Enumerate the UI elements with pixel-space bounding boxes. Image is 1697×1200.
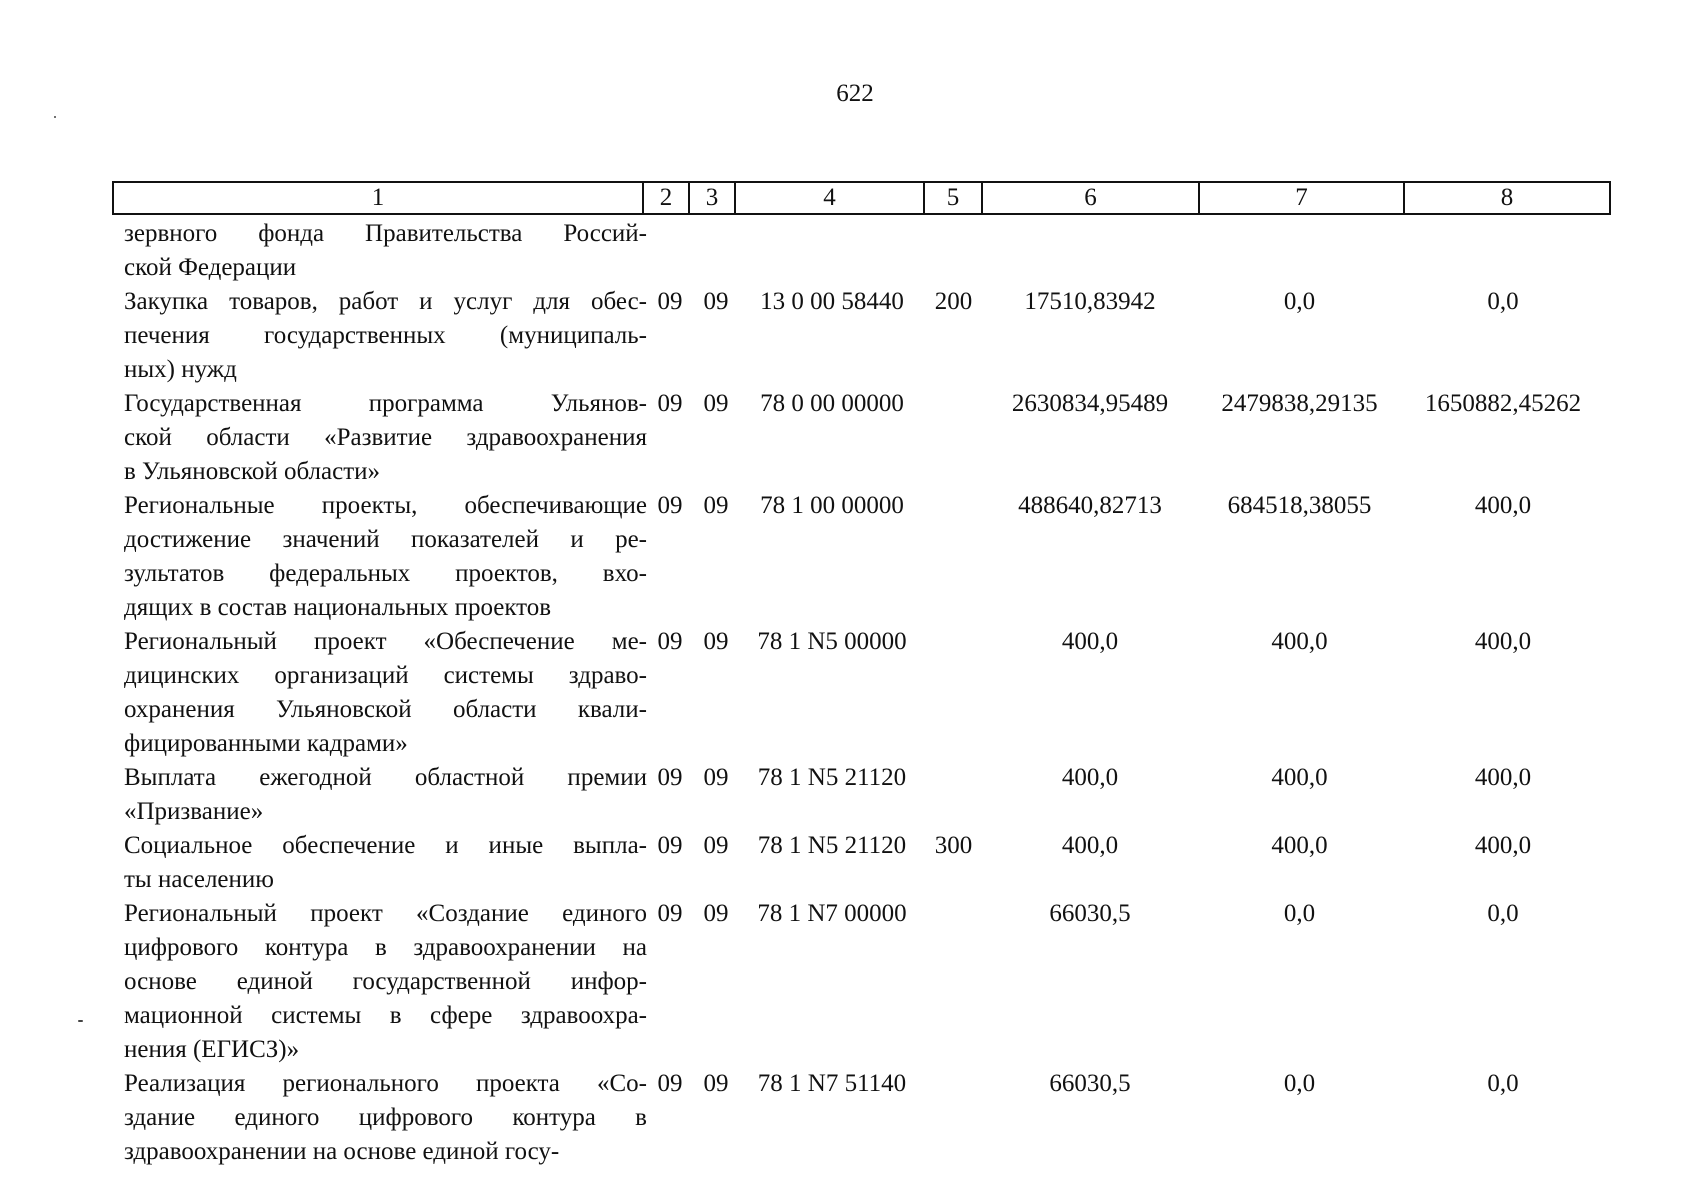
column-header-6: 6 [982,182,1199,214]
row-subsection: 09 [703,628,729,655]
description-line: Региональный проект «Создание единого [124,900,647,927]
row-amount-year-3: 0,0 [1487,288,1519,315]
description-line: Государственная программа Ульянов- [124,390,647,417]
description-line: Региональный проект «Обеспечение ме- [124,628,647,655]
row-expense-type [925,217,982,285]
row-section [647,217,693,285]
row-amount-year-1: 17510,83942 [1024,288,1156,315]
row-amount-year-1: 2630834,95489 [1011,390,1169,417]
row-target-code: 78 1 N7 51140 [757,1070,907,1097]
row-amount-year-1: 400,0 [1061,832,1119,859]
row-description [112,285,647,387]
column-header-8: 8 [1404,182,1610,214]
table-row [112,625,1612,761]
table-row [112,897,1612,1067]
row-amount-year-2: 400,0 [1271,832,1328,859]
column-header-1: 1 [113,182,643,214]
row-subsection: 09 [703,492,729,519]
description-line: цифрового контура в здравоохранении на [124,934,647,961]
row-target-code: 78 1 N5 21120 [757,832,907,859]
row-subsection: 09 [703,900,729,927]
row-amount-year-2: 0,0 [1283,1070,1316,1097]
description-line: печения государственных (муниципаль- [124,322,647,349]
row-section: 09 [657,764,683,791]
description-line: Выплата ежегодной областной премии [124,764,647,791]
budget-table-body [112,217,1612,1169]
description-line: ской Федерации [124,254,297,281]
row-expense-type [925,761,982,829]
table-row [112,1067,1612,1169]
row-amount-year-3: 0,0 [1487,1070,1519,1097]
row-target-code: 78 0 00 00000 [760,390,904,417]
row-expense-type [925,489,982,625]
row-section: 09 [657,288,683,315]
description-line: основе единой государственной инфор- [124,968,647,995]
row-expense-type: 200 [934,288,973,315]
description-line: в Ульяновской области» [124,458,381,485]
description-line: Реализация регионального проекта «Со- [124,1070,647,1097]
description-line: дящих в состав национальных проектов [124,594,552,621]
description-line: Закупка товаров, работ и услуг для обес- [124,288,647,315]
description-line: нения (ЕГИСЗ)» [124,1036,300,1063]
row-subsection: 09 [703,1070,729,1097]
description-line: Региональные проекты, обеспечивающие [124,492,647,519]
row-amount-year-3: 1650882,45262 [1424,390,1582,417]
description-line: Социальное обеспечение и иные выпла- [124,832,647,859]
column-header-3: 3 [689,182,735,214]
column-header-row [113,182,1610,214]
row-amount-year-1 [982,217,1198,285]
row-description [112,217,647,285]
row-amount-year-1: 66030,5 [1049,1070,1131,1097]
column-header-5: 5 [924,182,982,214]
row-expense-type [925,387,982,489]
row-section: 09 [657,832,683,859]
scan-speck [78,1020,83,1022]
scan-speck [54,116,56,118]
row-amount-year-3: 400,0 [1474,832,1532,859]
row-target-code: 78 1 00 00000 [760,492,904,519]
row-target-code: 78 1 N5 21120 [757,764,907,791]
table-row [112,761,1612,829]
row-section: 09 [657,390,683,417]
row-description [112,761,647,829]
row-amount-year-3: 400,0 [1474,492,1532,519]
row-amount-year-2 [1198,217,1401,285]
column-header-4: 4 [735,182,924,214]
description-line: фицированными кадрами» [124,730,408,757]
row-expense-type [925,897,982,1067]
description-line: достижение значений показателей и ре- [124,526,647,553]
row-expense-type [925,625,982,761]
row-description [112,387,647,489]
description-line: ты населению [124,866,274,893]
row-description [112,829,647,897]
description-line: здание единого цифрового контура в [124,1104,647,1131]
row-target-code: 13 0 00 58440 [760,288,904,315]
table-row [112,285,1612,387]
row-description [112,897,647,1067]
row-subsection: 09 [703,390,729,417]
description-line: мационной системы в сфере здравоохра- [124,1002,647,1029]
column-header-2: 2 [643,182,689,214]
row-section: 09 [657,1070,683,1097]
description-line: ской области «Развитие здравоохранения [124,424,647,451]
row-subsection: 09 [703,288,729,315]
description-line: ных) нужд [124,356,237,383]
description-line: охранения Ульяновской области квали- [124,696,647,723]
row-description [112,625,647,761]
row-amount-year-1: 400,0 [1061,628,1119,655]
row-amount-year-3: 400,0 [1474,628,1532,655]
row-amount-year-3: 400,0 [1474,764,1532,791]
row-amount-year-2: 400,0 [1271,628,1328,655]
description-line: зервного фонда Правительства Россий- [124,220,647,247]
description-line: зультатов федеральных проектов, вхо- [124,560,647,587]
row-subsection: 09 [703,764,729,791]
table-row [112,489,1612,625]
row-section: 09 [657,492,683,519]
row-amount-year-3: 0,0 [1487,900,1519,927]
column-header-7: 7 [1199,182,1404,214]
page-number: 622 [836,80,874,107]
row-amount-year-1: 400,0 [1061,764,1119,791]
description-line: «Призвание» [124,798,264,825]
row-description [112,1067,647,1169]
row-target-code: 78 1 N5 00000 [757,628,907,655]
row-target-code: 78 1 N7 00000 [757,900,907,927]
row-amount-year-2: 0,0 [1283,288,1316,315]
row-amount-year-2: 0,0 [1283,900,1316,927]
row-amount-year-2: 684518,38055 [1227,492,1372,519]
column-header-table [112,181,1611,215]
table-row [112,387,1612,489]
row-amount-year-1: 66030,5 [1049,900,1131,927]
row-amount-year-2: 400,0 [1271,764,1328,791]
row-amount-year-3 [1401,217,1605,285]
row-expense-type: 300 [934,832,973,859]
row-subsection [693,217,739,285]
row-amount-year-2: 2479838,29135 [1221,390,1378,417]
row-description [112,489,647,625]
row-subsection: 09 [703,832,729,859]
description-line: дицинских организаций системы здраво- [124,662,647,689]
row-section: 09 [657,900,683,927]
description-line: здравоохранении на основе единой госу- [124,1138,560,1165]
row-expense-type [925,1067,982,1169]
row-amount-year-1: 488640,82713 [1018,492,1162,519]
row-target-code [739,217,925,285]
row-section: 09 [657,628,683,655]
table-row [112,829,1612,897]
table-row [112,217,1612,285]
